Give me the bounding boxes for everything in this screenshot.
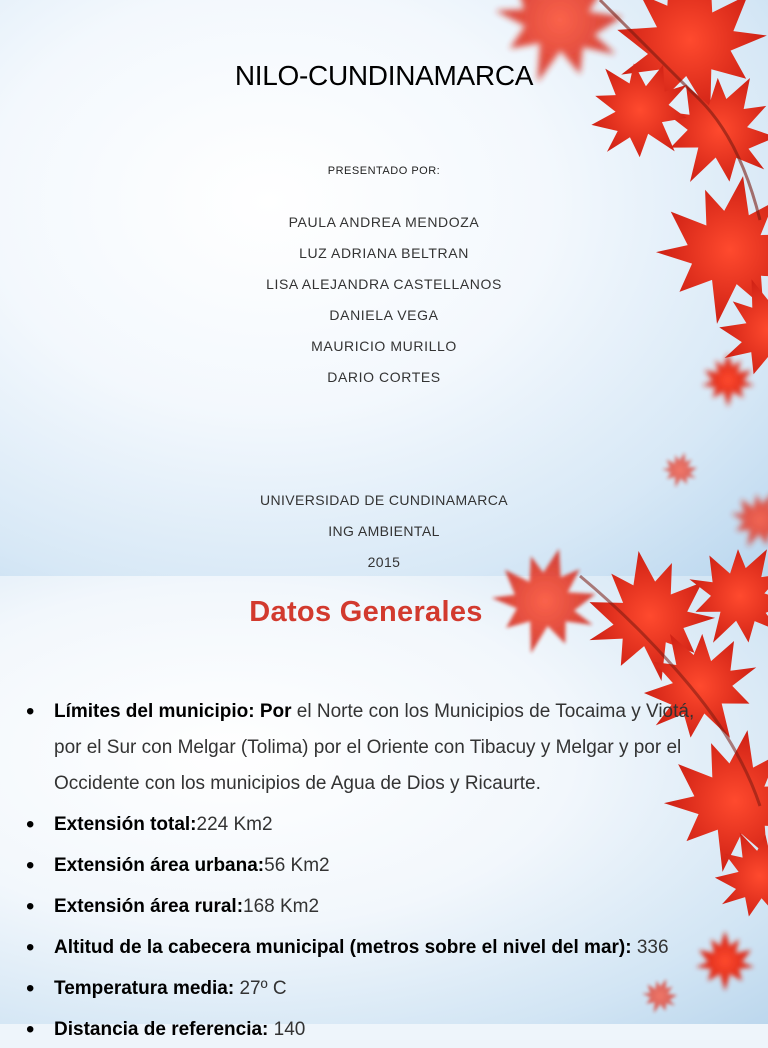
item-value: 56 Km2 — [264, 855, 330, 876]
item-label: Extensión total: — [54, 814, 197, 835]
author-name: PAULA ANDREA MENDOZA — [288, 214, 480, 230]
general-data-list — [26, 694, 716, 1048]
list-item — [26, 930, 716, 966]
general-data-slide — [0, 576, 768, 1040]
item-value: 140 — [268, 1019, 306, 1040]
list-item — [26, 1012, 716, 1048]
author-name: DARIO CORTES — [327, 369, 441, 385]
institution-name: UNIVERSIDAD DE CUNDINAMARCA — [259, 492, 509, 508]
author-name: LISA ALEJANDRA CASTELLANOS — [266, 276, 502, 292]
item-label: Altitud de la cabecera municipal (metros sobre el nivel del mar): — [54, 937, 632, 958]
list-item — [26, 848, 716, 884]
author-list — [0, 212, 768, 398]
slide-title: Datos Generales — [249, 596, 483, 628]
item-label: Extensión área rural: — [54, 896, 244, 917]
presented-by-label: PRESENTADO POR: — [327, 165, 441, 177]
list-item — [26, 807, 716, 843]
item-value: 168 Km2 — [243, 896, 320, 917]
program-name: ING AMBIENTAL — [328, 523, 440, 539]
item-value: 224 Km2 — [196, 814, 273, 835]
item-label: Distancia de referencia: — [54, 1019, 269, 1040]
item-label: Límites del municipio: Por — [54, 701, 292, 722]
item-value: 336 — [631, 937, 669, 958]
item-label: Temperatura media: — [54, 978, 235, 999]
list-item — [26, 889, 716, 925]
item-value: 27º C — [234, 978, 287, 999]
item-value: el Norte con los Municipios de Tocaima y Viotá, por el Sur con Melgar (Tolima) por el Oriente con Tibacuy y Melgar y por el Occidente con los municipios de Agua de Dios y Ricaurte. — [54, 701, 695, 794]
author-name: DANIELA VEGA — [329, 307, 439, 323]
author-name: LUZ ADRIANA BELTRAN — [299, 245, 469, 261]
author-name: MAURICIO MURILLO — [311, 338, 457, 354]
institution-block — [0, 490, 768, 583]
slide-title: NILO-CUNDINAMARCA — [234, 60, 534, 91]
year-label: 2015 — [367, 554, 401, 570]
item-label: Extensión área urbana: — [54, 855, 265, 876]
list-item — [26, 694, 716, 802]
list-item — [26, 971, 716, 1007]
